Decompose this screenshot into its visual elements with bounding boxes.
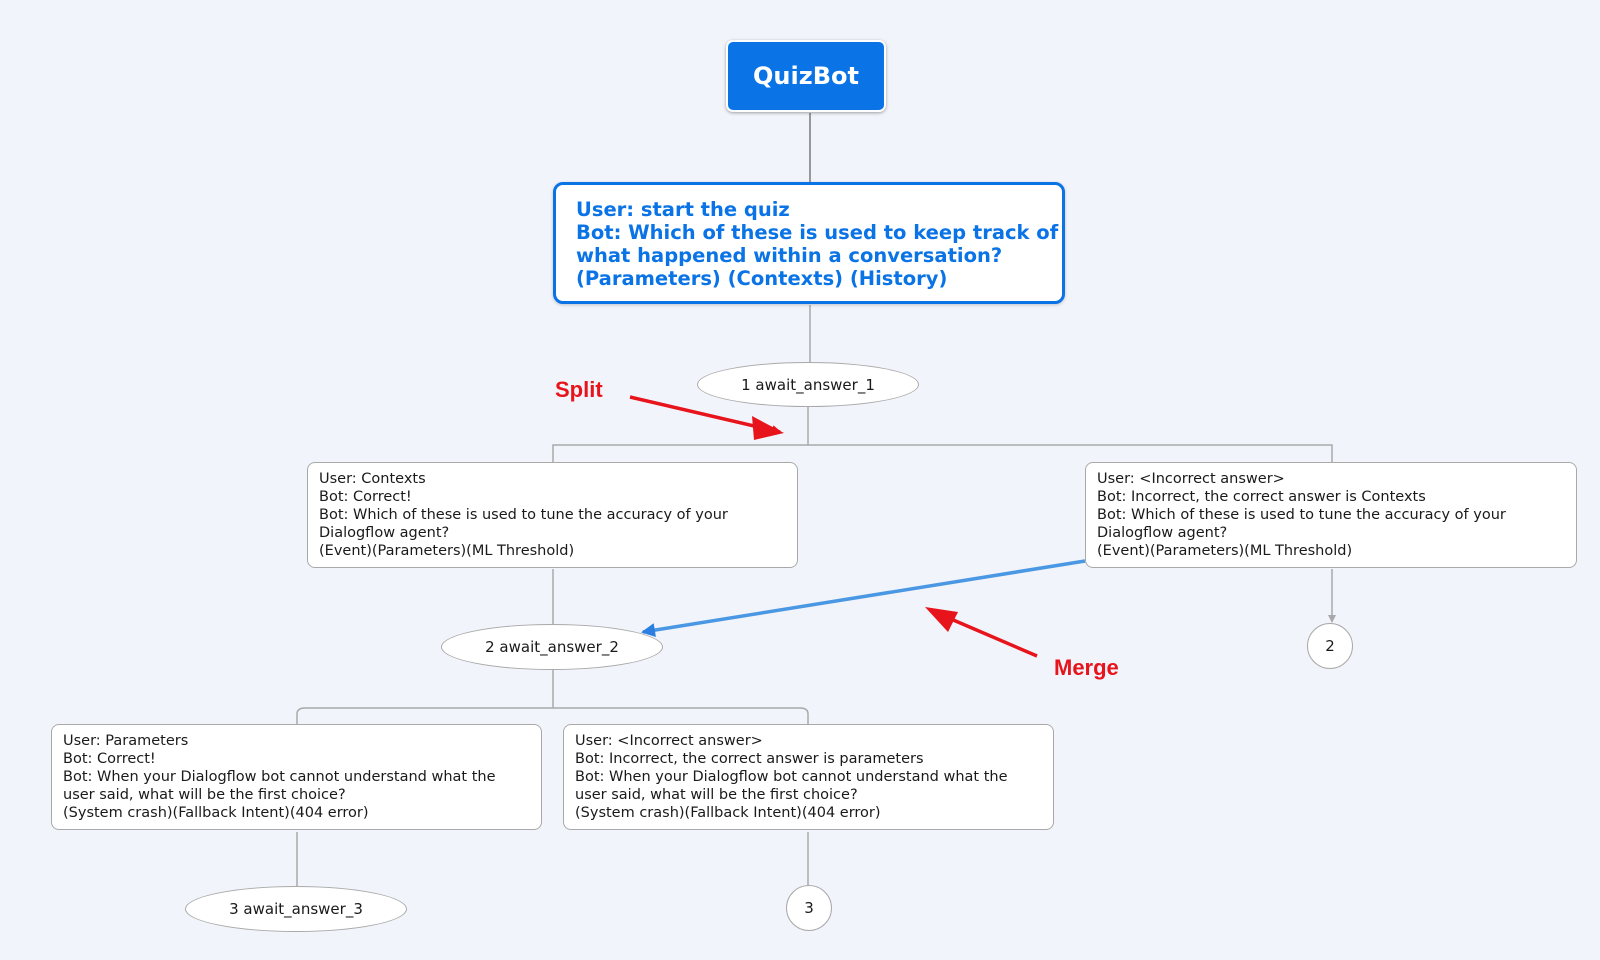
intent-node-q1-incorrect[interactable] bbox=[1085, 462, 1577, 568]
context-label: 2 await_answer_2 bbox=[485, 638, 619, 656]
context-label: 3 await_answer_3 bbox=[229, 900, 363, 918]
node-line: user said, what will be the first choice? bbox=[575, 787, 858, 803]
node-line: User: Contexts bbox=[319, 471, 426, 487]
node-line: User: Parameters bbox=[63, 733, 189, 749]
root-node-label: QuizBot bbox=[753, 62, 859, 90]
node-line: (System crash)(Fallback Intent)(404 error) bbox=[63, 805, 369, 821]
node-line: (Parameters) (Contexts) (History) bbox=[576, 267, 948, 290]
node-line: Bot: Correct! bbox=[63, 751, 156, 767]
node-line: Bot: Which of these is used to keep track of bbox=[576, 221, 1059, 244]
node-line: Bot: Incorrect, the correct answer is Contexts bbox=[1097, 489, 1426, 505]
node-line: what happened within a conversation? bbox=[576, 244, 1003, 267]
node-line: Bot: Correct! bbox=[319, 489, 412, 505]
node-line: User: start the quiz bbox=[576, 198, 790, 221]
merge-annotation-arrow bbox=[930, 610, 1037, 656]
reference-node-3[interactable] bbox=[786, 885, 832, 931]
welcome-intent-node[interactable] bbox=[553, 182, 1065, 304]
node-line: User: <Incorrect answer> bbox=[1097, 471, 1285, 487]
intent-node-q2-incorrect[interactable] bbox=[563, 724, 1054, 830]
node-line: User: <Incorrect answer> bbox=[575, 733, 763, 749]
merge-arrowhead bbox=[925, 607, 958, 632]
reference-label: 3 bbox=[804, 899, 814, 917]
node-line: Bot: When your Dialogflow bot cannot understand what the bbox=[575, 769, 1008, 785]
merge-annotation-label: Merge bbox=[1054, 655, 1119, 680]
split-annotation-label: Split bbox=[555, 377, 603, 402]
node-line: Bot: Which of these is used to tune the accuracy of your bbox=[319, 507, 728, 523]
node-line: Dialogflow agent? bbox=[319, 525, 450, 541]
intent-node-q1-correct[interactable] bbox=[307, 462, 798, 568]
intent-node-q2-correct[interactable] bbox=[51, 724, 542, 830]
merge-connector-arrow bbox=[643, 561, 1085, 632]
node-line: (System crash)(Fallback Intent)(404 error) bbox=[575, 805, 881, 821]
context-node-await-answer-2[interactable] bbox=[441, 624, 663, 670]
context-node-await-answer-1[interactable] bbox=[697, 362, 919, 407]
node-line: (Event)(Parameters)(ML Threshold) bbox=[319, 543, 575, 559]
node-line: user said, what will be the first choice? bbox=[63, 787, 346, 803]
reference-label: 2 bbox=[1325, 637, 1335, 655]
split-arrowhead bbox=[752, 416, 784, 440]
root-node-quizbot[interactable] bbox=[726, 40, 886, 112]
context-label: 1 await_answer_1 bbox=[741, 375, 875, 394]
node-line: Dialogflow agent? bbox=[1097, 525, 1228, 541]
node-line: Bot: Which of these is used to tune the accuracy of your bbox=[1097, 507, 1506, 523]
node-line: Bot: When your Dialogflow bot cannot understand what the bbox=[63, 769, 496, 785]
node-line: Bot: Incorrect, the correct answer is parameters bbox=[575, 751, 924, 767]
node-line: (Event)(Parameters)(ML Threshold) bbox=[1097, 543, 1353, 559]
connector-split-branch bbox=[553, 445, 1332, 462]
context-node-await-answer-3[interactable] bbox=[185, 886, 407, 932]
connector-context2-branch bbox=[297, 708, 808, 724]
reference-node-2[interactable] bbox=[1307, 623, 1353, 669]
